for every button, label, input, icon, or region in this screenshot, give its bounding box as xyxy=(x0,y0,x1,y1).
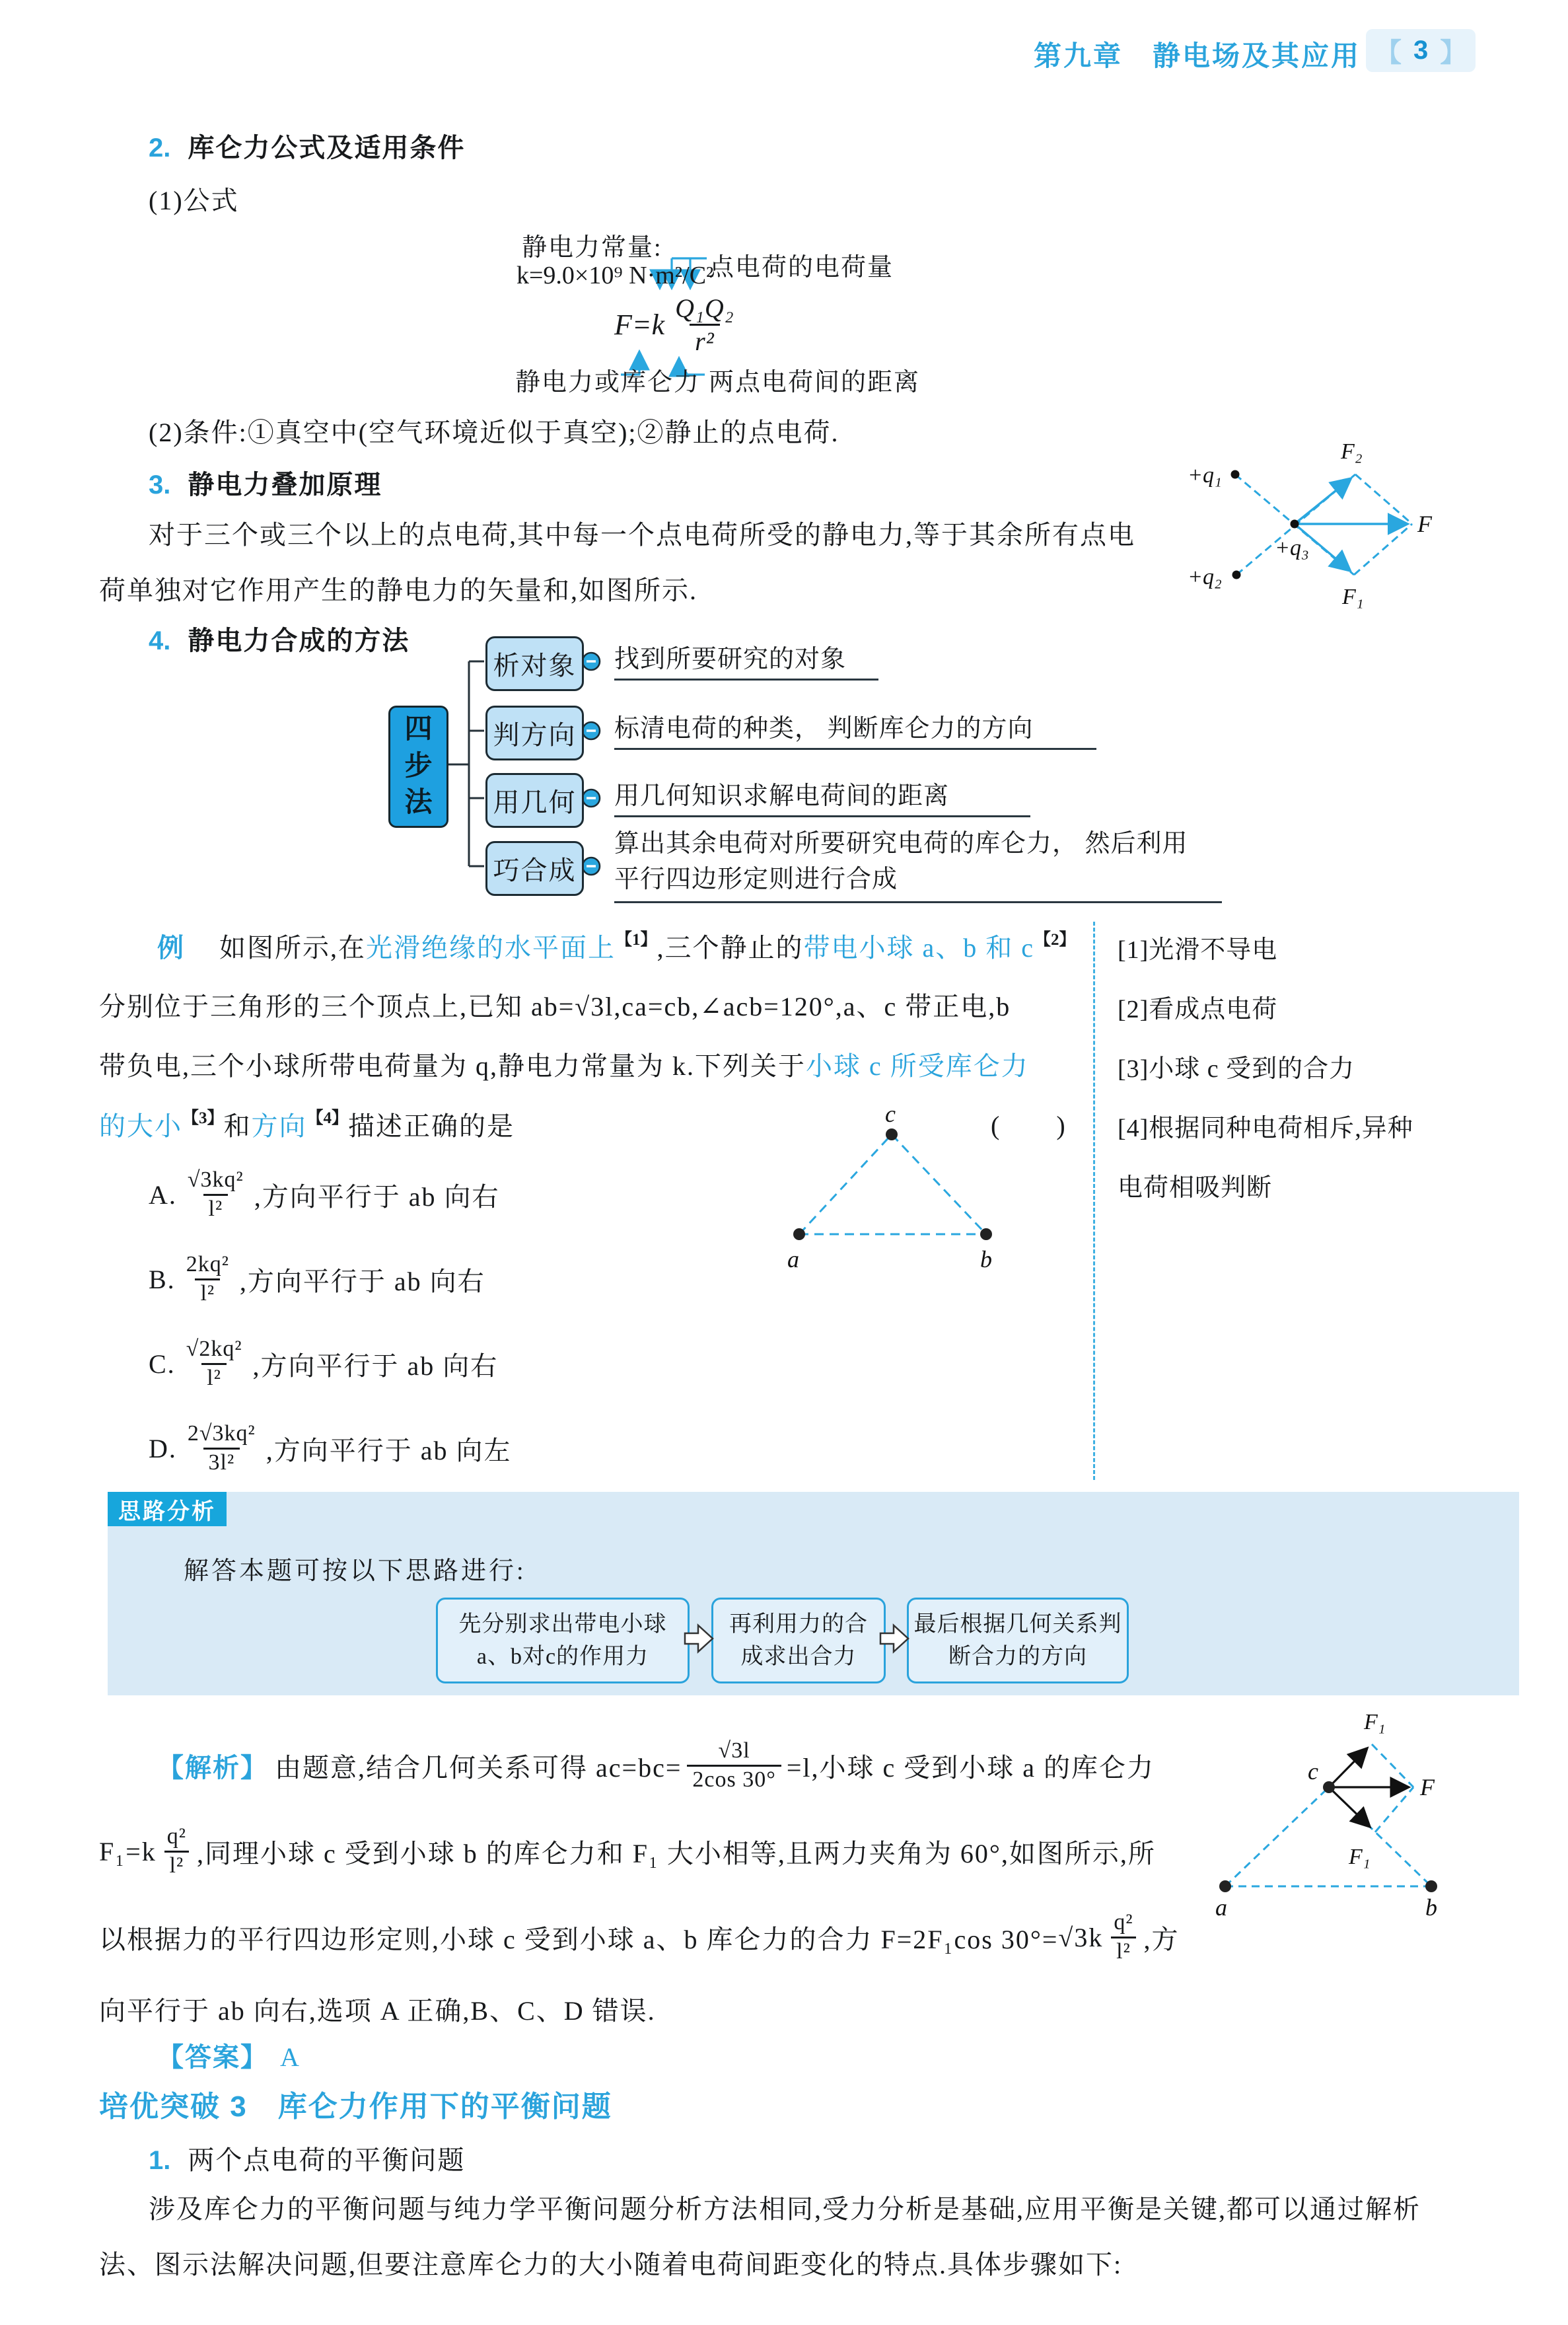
solution-line-1 xyxy=(157,1726,1155,1805)
mindmap-branch-2 xyxy=(485,706,584,760)
breakthrough-sub-number: 1. xyxy=(149,2146,171,2175)
step-1-line2: a、b对c的作用力 xyxy=(476,1644,649,1669)
option-C-label: C. xyxy=(149,1348,176,1379)
label-F1: F₁ xyxy=(1342,585,1364,609)
coulomb-formula-map xyxy=(515,221,925,394)
option-D-numerator: 2√3kq² xyxy=(187,1421,256,1446)
example-l3-highlight: 小球 c 所受库仑力 xyxy=(806,1051,1029,1081)
constant-label: 静电力常量: xyxy=(522,234,662,262)
margin-note-2: [2]看成点电荷 xyxy=(1118,996,1278,1023)
option-B-label: B. xyxy=(149,1264,176,1294)
analysis-step-1 xyxy=(436,1598,690,1683)
option-D-denominator: 3l² xyxy=(203,1448,240,1476)
option-C-fraction xyxy=(181,1336,248,1391)
triangle-label-a: a xyxy=(787,1246,799,1273)
closing-paragraph-line2: 法、图示法解决问题,但要注意库仑力的大小随着电荷间距变化的特点.具体步骤如下: xyxy=(99,2250,1123,2279)
solution-line-3 xyxy=(99,1898,1180,1977)
solution-tag: 【解析】 xyxy=(157,1752,268,1783)
branch-4-desc-line1: 算出其余电荷对所要研究电荷的库仑力， 然后利用 xyxy=(614,830,1188,858)
triangle-label-c: c xyxy=(885,1103,896,1127)
step-2-line1: 再利用力的合 xyxy=(729,1611,868,1637)
option-B-fraction xyxy=(181,1251,234,1306)
option-D-text: ,方向平行于 ab 向左 xyxy=(266,1435,512,1465)
example-tag: 例 xyxy=(157,933,185,963)
option-B-denominator: l² xyxy=(195,1278,220,1307)
margin-note-1: [1]光滑不导电 xyxy=(1118,936,1278,964)
section-3-heading xyxy=(149,464,382,501)
solution-fraction-1 xyxy=(687,1738,781,1792)
option-A-fraction xyxy=(182,1167,249,1222)
root-char-3: 法 xyxy=(404,788,433,819)
solution-label-F: F xyxy=(1420,1774,1435,1800)
example-l1-highlight2: 带电小球 a、b 和 c xyxy=(803,933,1035,963)
badge-right-bracket: 】 xyxy=(1440,38,1467,67)
charge-amount-label: 点电荷的电荷量 xyxy=(709,254,894,281)
solution-l2a: F₁=k xyxy=(99,1836,157,1866)
section-2-heading xyxy=(149,127,465,165)
example-line-3 xyxy=(99,1045,1029,1083)
step-arrow-icon-1 xyxy=(684,1623,714,1654)
solution-l1b: =l,小球 c 受到小球 a 的库仑力 xyxy=(786,1752,1155,1783)
example-l1-highlight1: 光滑绝缘的水平面上 xyxy=(366,933,616,963)
solution-l3b: √3k xyxy=(1058,1922,1104,1952)
branch-3-desc: 用几何知识求解电荷间的距离 xyxy=(614,775,1030,817)
force-name-label: 静电力或库仑力 xyxy=(515,369,701,396)
option-C-text: ,方向平行于 ab 向右 xyxy=(252,1350,499,1381)
option-row-D xyxy=(149,1411,512,1485)
section-4-title: 静电力合成的方法 xyxy=(188,626,410,655)
triangle-diagram xyxy=(740,1103,1110,1288)
solution-label-F1-top: F₁ xyxy=(1364,1710,1386,1734)
answer-line xyxy=(157,2036,301,2074)
solution-fraction-3 xyxy=(1108,1909,1138,1964)
solution-f3-den: l² xyxy=(1111,1937,1136,1965)
label-F2: F₂ xyxy=(1341,439,1363,464)
page-number-badge xyxy=(1366,29,1476,72)
mindmap-branch-4 xyxy=(485,841,584,896)
section-4-number: 4. xyxy=(149,626,171,655)
distance-label: 两点电荷间的距离 xyxy=(709,369,921,396)
footnote-marker-1: 【1】 xyxy=(616,931,657,949)
solution-f2-num: q² xyxy=(166,1824,186,1849)
branch-4-label: 巧合成 xyxy=(493,856,577,885)
margin-note-3: [3]小球 c 受到的合力 xyxy=(1118,1055,1355,1083)
formula-lhs: F=k xyxy=(614,309,665,342)
superposition-diagram xyxy=(1182,429,1568,621)
branch-4-desc xyxy=(614,826,1222,903)
solution-l3c: ,方 xyxy=(1143,1924,1180,1954)
option-row-B xyxy=(149,1242,485,1316)
analysis-panel xyxy=(108,1492,1519,1695)
option-D-label: D. xyxy=(149,1433,177,1463)
step-2-line2: 成求出合力 xyxy=(740,1644,857,1669)
branch-1-desc: 找到所要研究的对象 xyxy=(614,638,878,681)
label-F: F xyxy=(1417,511,1432,537)
solution-label-a: a xyxy=(1215,1894,1227,1921)
condition-line: (2)条件:①真空中(空气环境近似于真空);②静止的点电荷. xyxy=(149,418,839,447)
analysis-intro: 解答本题可按以下思路进行: xyxy=(184,1557,526,1585)
label-q3: +q₃ xyxy=(1275,536,1309,560)
analysis-step-2 xyxy=(711,1598,886,1683)
constant-value: k=9.0×10⁹ N·m²/C² xyxy=(517,262,714,289)
mindmap-branch-1 xyxy=(485,636,584,691)
example-l1-t2: ,三个静止的 xyxy=(657,933,804,963)
option-A-numerator: √3kq² xyxy=(187,1167,244,1193)
option-C-numerator: √2kq² xyxy=(186,1337,242,1362)
footnote-marker-3: 【3】 xyxy=(182,1109,224,1127)
section-2-title: 库仑力公式及适用条件 xyxy=(188,133,466,163)
example-l4-t2: 描述正确的是 xyxy=(348,1111,515,1141)
option-B-numerator: 2kq² xyxy=(186,1252,229,1277)
solution-label-F1-bottom: F₁ xyxy=(1349,1845,1371,1869)
breakthrough-subheading xyxy=(149,2139,465,2177)
page-header xyxy=(1030,34,1361,74)
superposition-paragraph-line1: 对于三个或三个以上的点电荷,其中每一个点电荷所受的静电力,等于其余所有点电 xyxy=(149,520,1135,550)
section-2-number: 2. xyxy=(149,133,171,163)
example-line-2: 分别位于三角形的三个顶点上,已知 ab=√3l,ca=cb,∠acb=120°,a、c 带正电,b xyxy=(99,992,1011,1021)
coulomb-formula xyxy=(614,293,745,357)
footnote-marker-2: 【2】 xyxy=(1034,931,1076,949)
badge-left-bracket: 【 xyxy=(1375,38,1402,67)
formula-numerator: Q₁Q₂ xyxy=(675,293,734,323)
example-l4-highlight2: 方向 xyxy=(251,1111,307,1141)
solution-label-b: b xyxy=(1425,1894,1437,1921)
branch-1-label: 析对象 xyxy=(493,651,577,681)
mindmap-root xyxy=(388,706,448,828)
option-row-A xyxy=(149,1158,500,1232)
example-l4-highlight1: 的大小 xyxy=(99,1111,182,1141)
step-1-line1: 先分别求出带电小球 xyxy=(458,1611,667,1637)
footnote-marker-4: 【4】 xyxy=(306,1109,349,1127)
analysis-header-tab: 思路分析 xyxy=(108,1492,227,1526)
branch-2-label: 判方向 xyxy=(493,720,577,750)
example-l4-t1: 和 xyxy=(223,1111,252,1141)
branch-4-desc-line2: 平行四边形定则进行合成 xyxy=(614,866,898,893)
option-C-denominator: l² xyxy=(201,1363,227,1391)
answer-value: A xyxy=(280,2042,301,2072)
label-q2: +q₂ xyxy=(1188,565,1222,589)
mindmap-branch-3 xyxy=(485,773,584,828)
margin-note-4b: 电荷相吸判断 xyxy=(1118,1174,1273,1202)
formula-denominator: r² xyxy=(690,324,720,357)
solution-l1a: 由题意,结合几何关系可得 ac=bc= xyxy=(275,1752,682,1783)
step-3-line2: 断合力的方向 xyxy=(948,1644,1087,1669)
page-number: 3 xyxy=(1413,36,1429,65)
solution-line-2 xyxy=(99,1812,1156,1891)
solution-l3a: 以根据力的平行四边形定则,小球 c 受到小球 a、b 库仑力的合力 F=2F₁cos 30°= xyxy=(99,1924,1059,1954)
chapter-title: 第九章 静电场及其应用 xyxy=(1033,40,1361,71)
option-A-label: A. xyxy=(149,1179,177,1210)
solution-f1-den: 2cos 30° xyxy=(687,1765,781,1793)
option-A-text: ,方向平行于 ab 向右 xyxy=(254,1181,500,1212)
step-arrow-icon-2 xyxy=(879,1623,909,1654)
answer-tag: 【答案】 xyxy=(157,2042,268,2072)
solution-f3-num: q² xyxy=(1114,1910,1133,1935)
label-q1: +q₁ xyxy=(1188,463,1222,488)
option-D-fraction xyxy=(182,1421,261,1475)
solution-diagram xyxy=(1195,1695,1568,1923)
solution-label-c: c xyxy=(1308,1758,1318,1785)
breakthrough-sub-title: 两个点电荷的平衡问题 xyxy=(188,2145,466,2175)
analysis-step-3 xyxy=(907,1598,1129,1683)
superposition-paragraph-line2: 荷单独对它作用产生的静电力的矢量和,如图所示. xyxy=(99,575,697,605)
triangle-label-b: b xyxy=(980,1246,992,1273)
section-3-number: 3. xyxy=(149,470,171,499)
step-3-line1: 最后根据几何关系判 xyxy=(913,1611,1122,1637)
branch-3-label: 用几何 xyxy=(493,788,577,817)
option-A-denominator: l² xyxy=(203,1194,229,1222)
answer-bracket: ( ) xyxy=(991,1111,1067,1140)
example-line-4 xyxy=(99,1105,515,1143)
branch-2-desc: 标清电荷的种类， 判断库仑力的方向 xyxy=(614,708,1096,750)
option-row-C xyxy=(149,1327,498,1401)
closing-paragraph-line1: 涉及库仑力的平衡问题与纯力学平衡问题分析方法相同,受力分析是基础,应用平衡是关键,都可以通过解析 xyxy=(149,2194,1421,2224)
breakthrough-heading: 培优突破 3 库仑力作用下的平衡问题 xyxy=(99,2090,612,2123)
solution-l2b: ,同理小球 c 受到小球 b 的库仑力和 F₁ 大小相等,且两力夹角为 60°,如图所示,所 xyxy=(196,1838,1156,1868)
example-line-1 xyxy=(157,926,1076,965)
margin-note-4: [4]根据同种电荷相斥,异种 xyxy=(1118,1115,1413,1142)
example-l3-t1: 带负电,三个小球所带电荷量为 q,静电力常量为 k.下列关于 xyxy=(99,1051,806,1081)
root-char-1: 四 xyxy=(404,714,433,745)
section-3-title: 静电力叠加原理 xyxy=(188,470,382,499)
formula-fraction xyxy=(670,293,740,357)
solution-f2-den: l² xyxy=(164,1851,190,1879)
solution-f1-num: √3l xyxy=(718,1738,750,1763)
option-B-text: ,方向平行于 ab 向右 xyxy=(239,1266,485,1296)
solution-fraction-2 xyxy=(162,1824,192,1878)
formula-subheading: (1)公式 xyxy=(149,186,239,215)
solution-line-4: 向平行于 ab 向右,选项 A 正确,B、C、D 错误. xyxy=(99,1996,656,2026)
four-step-mindmap xyxy=(370,628,1255,918)
example-l1-t1: 如图所示,在 xyxy=(219,933,366,963)
root-char-2: 步 xyxy=(404,751,433,782)
